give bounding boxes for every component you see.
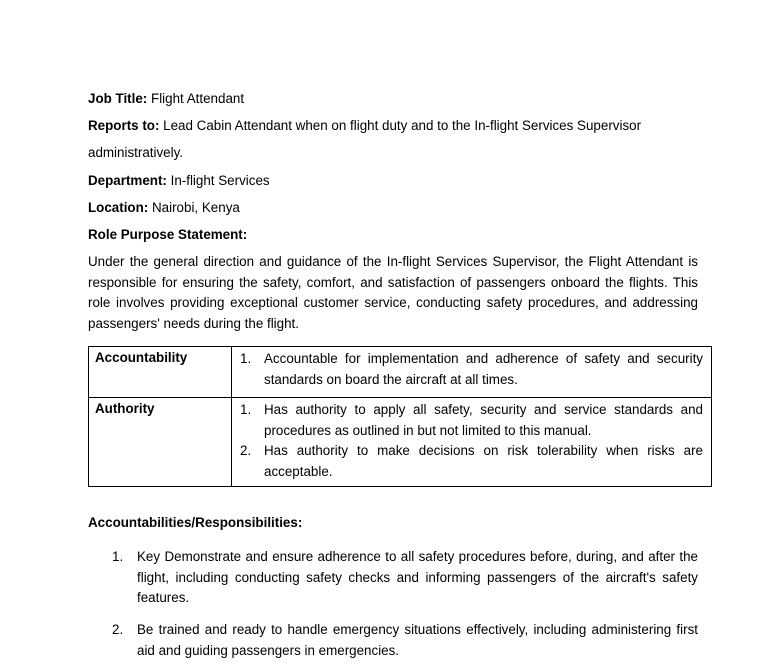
location-field — [88, 199, 240, 217]
role-purpose-label: Role Purpose Statement: — [88, 227, 248, 242]
list-item — [238, 349, 703, 390]
reports-to-field — [88, 117, 641, 135]
accountability-authority-table — [88, 346, 712, 487]
department-field — [88, 172, 270, 190]
role-purpose-text: Under the general direction and guidance of the In-flight Services Supervisor, the Flight Attendant is responsible for ensuring the safety, comfort, and satisfaction of passengers onboard the flights. This role involves providing exceptional customer service, conducting safety procedures, and addressing passengers' needs during the flight. — [88, 254, 698, 331]
reports-to-value: Lead Cabin Attendant when on flight duty and to the In-flight Services Supervisor — [163, 118, 642, 133]
list-item-number: 1. — [240, 351, 252, 366]
location-label: Location: — [88, 200, 149, 215]
department-value: In-flight Services — [170, 173, 270, 188]
list-item — [112, 547, 698, 609]
list-item-text: Has authority to make decisions on risk tolerability when risks are acceptable. — [264, 443, 703, 479]
table-row — [89, 347, 712, 398]
table-row-body — [232, 347, 712, 398]
reports-to-continuation — [88, 144, 183, 162]
department-label: Department: — [88, 173, 167, 188]
list-item-number: 1. — [112, 549, 124, 564]
list-item — [112, 620, 698, 661]
list-item-number: 2. — [240, 443, 252, 458]
table-row — [89, 398, 712, 487]
list-item-number: 2. — [112, 622, 124, 637]
reports-to-value-cont: administratively. — [88, 145, 184, 160]
list-item-text: Key Demonstrate and ensure adherence to all safety procedures before, during, and after the flight, including conducting safety checks and informing passengers of the aircraft's safety features. — [137, 549, 698, 605]
job-title-value: Flight Attendant — [151, 91, 245, 106]
reports-to-label: Reports to: — [88, 118, 160, 133]
table-row-body — [232, 398, 712, 487]
job-title-label: Job Title: — [88, 91, 148, 106]
job-title-field — [88, 90, 244, 108]
table-row-header: Accountability — [89, 347, 232, 398]
role-purpose-heading — [88, 226, 247, 244]
location-value: Nairobi, Kenya — [152, 200, 240, 215]
table-row-header: Authority — [89, 398, 232, 487]
list-item — [238, 400, 703, 441]
responsibilities-heading: Accountabilities/Responsibilities: — [88, 515, 303, 530]
list-item-text: Be trained and ready to handle emergency situations effectively, including administering first aid and guiding passengers in emergencies. — [137, 622, 698, 658]
list-item-number: 1. — [240, 402, 252, 417]
list-item — [238, 441, 703, 482]
list-item-text: Accountable for implementation and adherence of safety and security standards on board the aircraft at all times. — [264, 351, 703, 387]
list-item-text: Has authority to apply all safety, security and service standards and procedures as outlined in but not limited to this manual. — [264, 402, 703, 438]
